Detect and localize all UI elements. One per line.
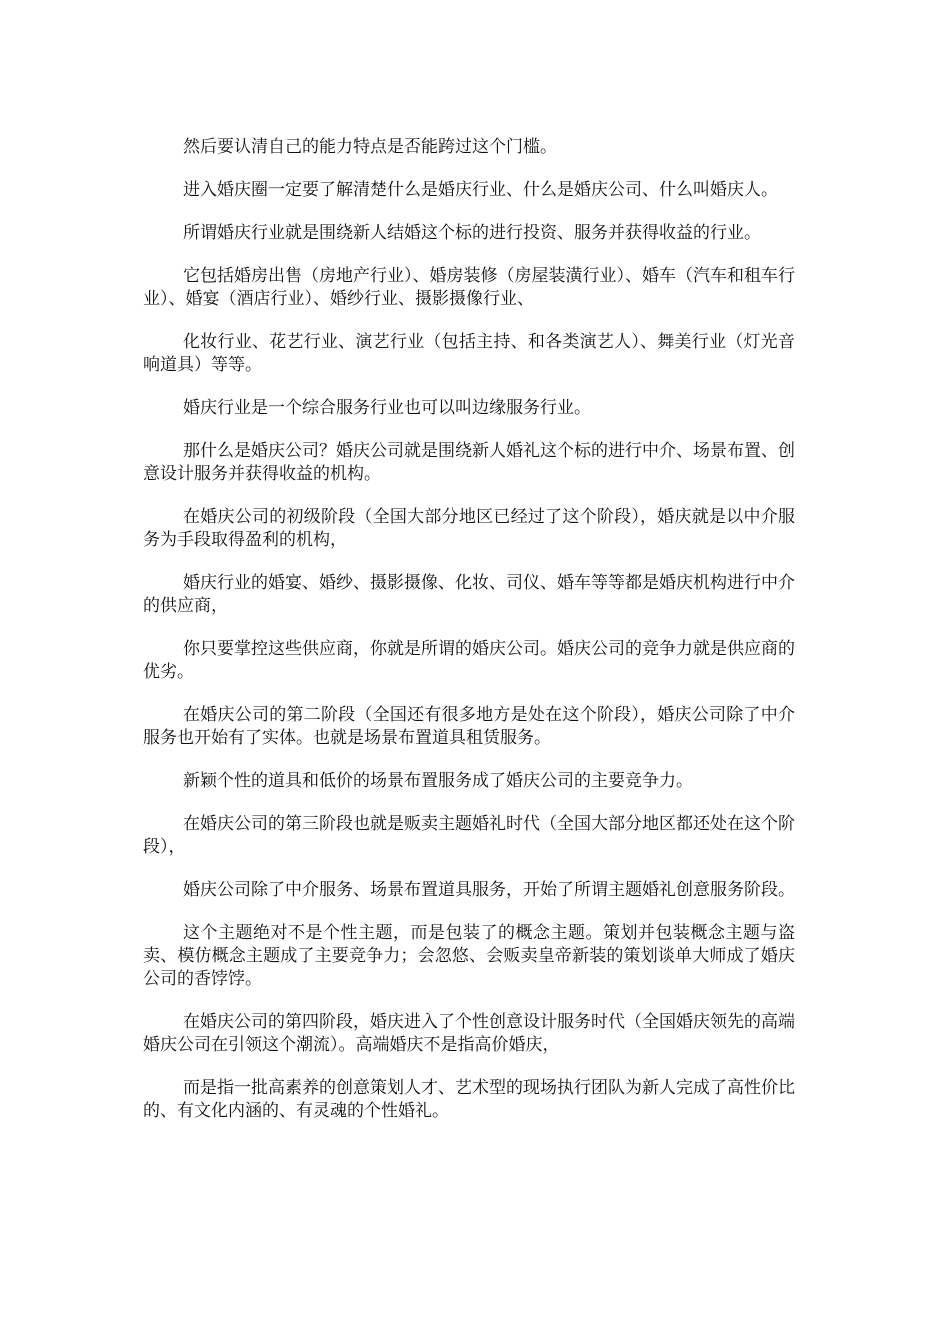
paragraph: 婚庆公司除了中介服务、场景布置道具服务，开始了所谓主题婚礼创意服务阶段。 <box>183 880 795 900</box>
paragraph: 这个主题绝对不是个性主题，而是包装了的概念主题。策划并包装概念主题与盗卖、模仿概念主题成了主要竞争力；会忽悠、会贩卖皇帝新装的策划谈单大师成了婚庆公司的香饽饽。 <box>143 923 795 989</box>
paragraph: 新颖个性的道具和低价的场景布置服务成了婚庆公司的主要竞争力。 <box>183 771 693 791</box>
paragraph: 你只要掌控这些供应商，你就是所谓的婚庆公司。婚庆公司的竞争力就是供应商的优劣。 <box>143 639 795 682</box>
paragraph: 而是指一批高素养的创意策划人才、艺术型的现场执行团队为新人完成了高性价比的、有文化内涵的、有灵魂的个性婚礼。 <box>143 1078 795 1121</box>
paragraph: 所谓婚庆行业就是围绕新人结婚这个标的进行投资、服务并获得收益的行业。 <box>183 223 761 243</box>
paragraph: 在婚庆公司的第二阶段（全国还有很多地方是处在这个阶段），婚庆公司除了中介服务也开始有了实体。也就是场景布置道具租赁服务。 <box>143 705 795 748</box>
paragraph: 化妆行业、花艺行业、演艺行业（包括主持、和各类演艺人）、舞美行业（灯光音响道具）等等。 <box>143 332 795 375</box>
paragraph: 它包括婚房出售（房地产行业）、婚房装修（房屋装潢行业）、婚车（汽车和租车行业）、婚宴（酒店行业）、婚纱行业、摄影摄像行业、 <box>143 266 795 309</box>
paragraph: 进入婚庆圈一定要了解清楚什么是婚庆行业、什么是婚庆公司、什么叫婚庆人。 <box>183 180 778 200</box>
paragraph: 在婚庆公司的第四阶段，婚庆进入了个性创意设计服务时代（全国婚庆领先的高端婚庆公司在引领这个潮流）。高端婚庆不是指高价婚庆， <box>143 1012 795 1055</box>
paragraph: 那什么是婚庆公司？婚庆公司就是围绕新人婚礼这个标的进行中介、场景布置、创意设计服务并获得收益的机构。 <box>143 441 795 484</box>
paragraph: 在婚庆公司的第三阶段也就是贩卖主题婚礼时代（全国大部分地区都还处在这个阶段）， <box>143 814 795 857</box>
paragraph: 然后要认清自己的能力特点是否能跨过这个门槛。 <box>183 137 557 157</box>
paragraph: 婚庆行业是一个综合服务行业也可以叫边缘服务行业。 <box>183 398 591 418</box>
paragraph: 婚庆行业的婚宴、婚纱、摄影摄像、化妆、司仪、婚车等等都是婚庆机构进行中介的供应商， <box>143 573 795 616</box>
paragraph: 在婚庆公司的初级阶段（全国大部分地区已经过了这个阶段），婚庆就是以中介服务为手段取得盈利的机构， <box>143 507 795 550</box>
document-body <box>143 136 795 1143</box>
